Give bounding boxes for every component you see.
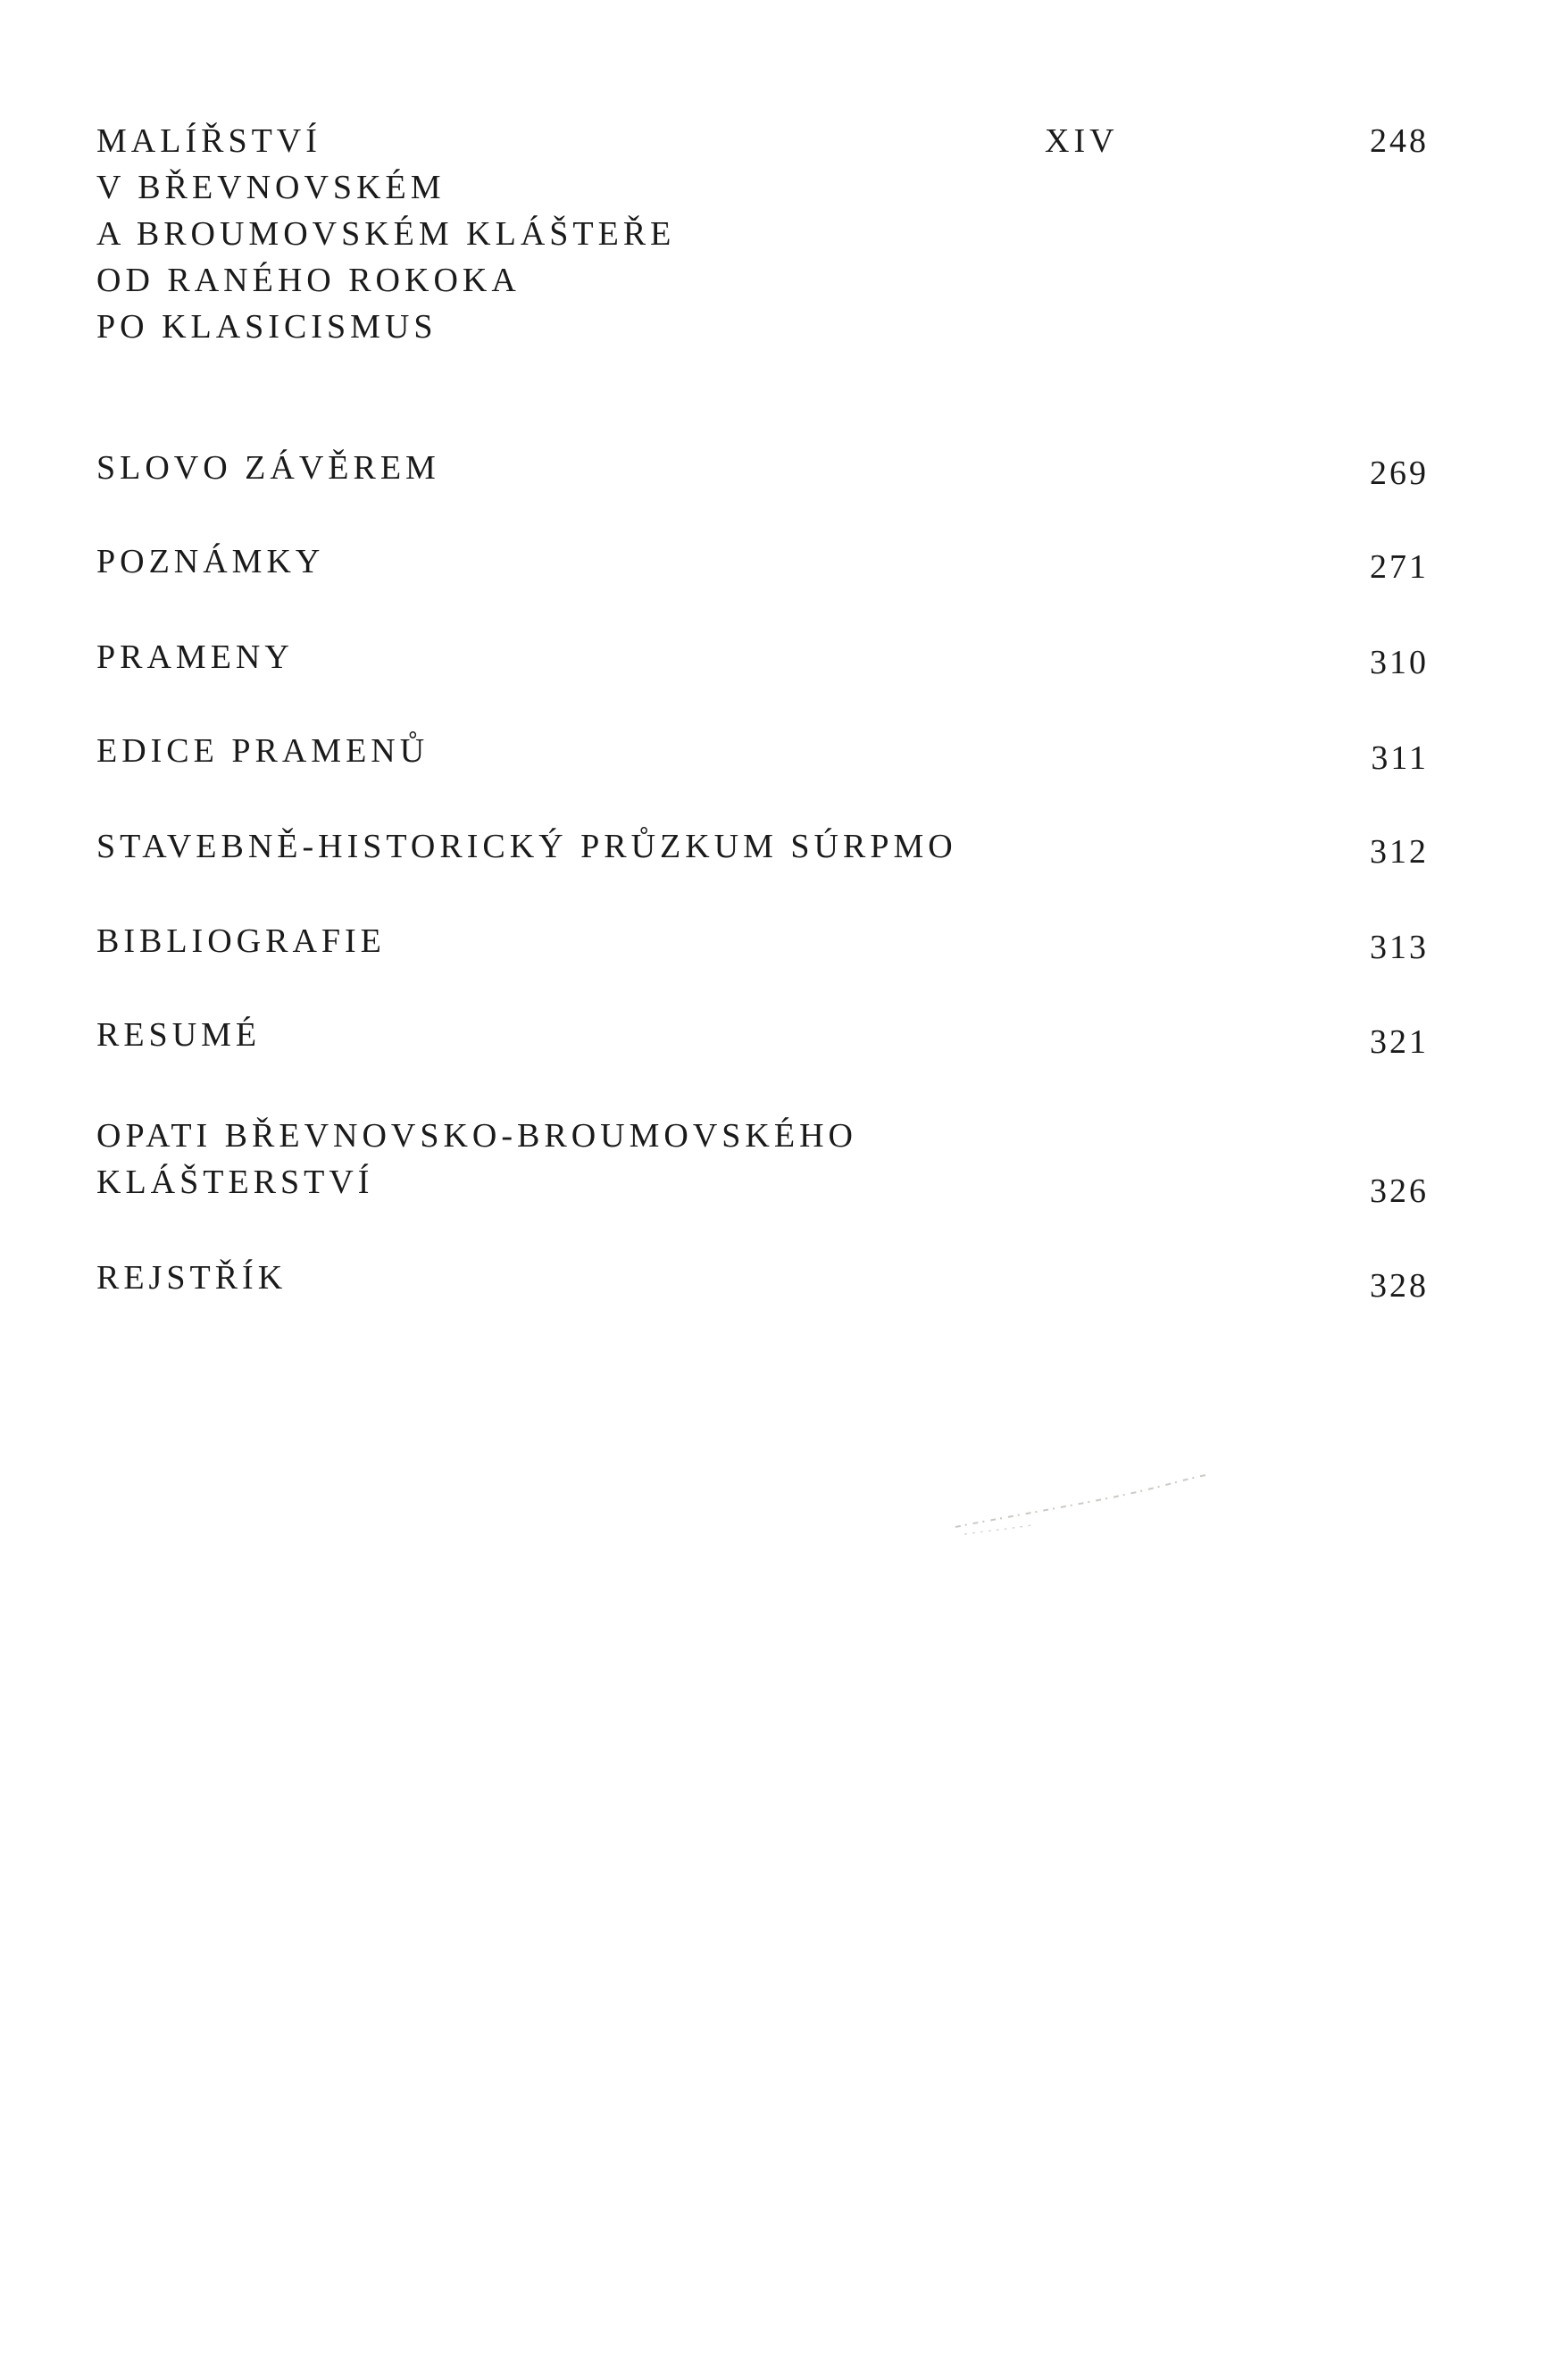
toc-entry-title-line: PO KLASICISMUS	[96, 308, 438, 346]
scan-smudge	[947, 1464, 1214, 1545]
toc-entry-title	[96, 118, 675, 350]
page-number: 248	[1370, 122, 1429, 160]
toc-entry-title	[96, 1012, 261, 1058]
toc-entry-title-line: POZNÁMKY	[96, 543, 325, 580]
toc-entry-title	[96, 538, 324, 585]
page-number: 321	[1370, 1023, 1429, 1061]
toc-entry-title-line: KLÁŠTERSTVÍ	[96, 1164, 374, 1201]
toc-entry-title-line: OPATI BŘEVNOVSKO-BROUMOVSKÉHO	[96, 1117, 857, 1155]
chapter-number: XIV	[1045, 122, 1119, 160]
toc-entry-title	[96, 445, 440, 491]
page-number: 271	[1370, 548, 1429, 586]
toc-entry-title	[96, 1255, 287, 1301]
page-number: 311	[1371, 739, 1429, 777]
toc-entry-title-line: V BŘEVNOVSKÉM	[96, 169, 446, 206]
toc-entry-title-line: SLOVO ZÁVĚREM	[96, 449, 440, 487]
page-number: 328	[1370, 1267, 1429, 1305]
page-number: 313	[1370, 929, 1429, 966]
toc-entry-title-line: MALÍŘSTVÍ	[96, 122, 321, 160]
toc-entry-title-line: REJSTŘÍK	[96, 1259, 288, 1297]
toc-entry-title-line: EDICE PRAMENŮ	[96, 732, 430, 770]
toc-entry-title-line: STAVEBNĚ-HISTORICKÝ PRŮZKUM SÚRPMO	[96, 828, 957, 865]
toc-entry-title	[96, 634, 294, 680]
toc-entry-title-line: OD RANÉHO ROKOKA	[96, 262, 521, 299]
toc-entry-title	[96, 728, 429, 774]
toc-entry-title	[96, 918, 386, 964]
toc-entry-title	[96, 1113, 857, 1205]
toc-entry-title-line: BIBLIOGRAFIE	[96, 922, 386, 960]
page-number: 310	[1370, 644, 1429, 681]
toc-entry-title-line: A BROUMOVSKÉM KLÁŠTEŘE	[96, 215, 676, 253]
page-number: 326	[1370, 1172, 1429, 1210]
toc-entry-title	[96, 823, 957, 870]
toc-entry-title-line: RESUMÉ	[96, 1016, 262, 1054]
page-number: 269	[1370, 455, 1429, 492]
toc-entry-title-line: PRAMENY	[96, 638, 294, 676]
page-number: 312	[1370, 833, 1429, 871]
